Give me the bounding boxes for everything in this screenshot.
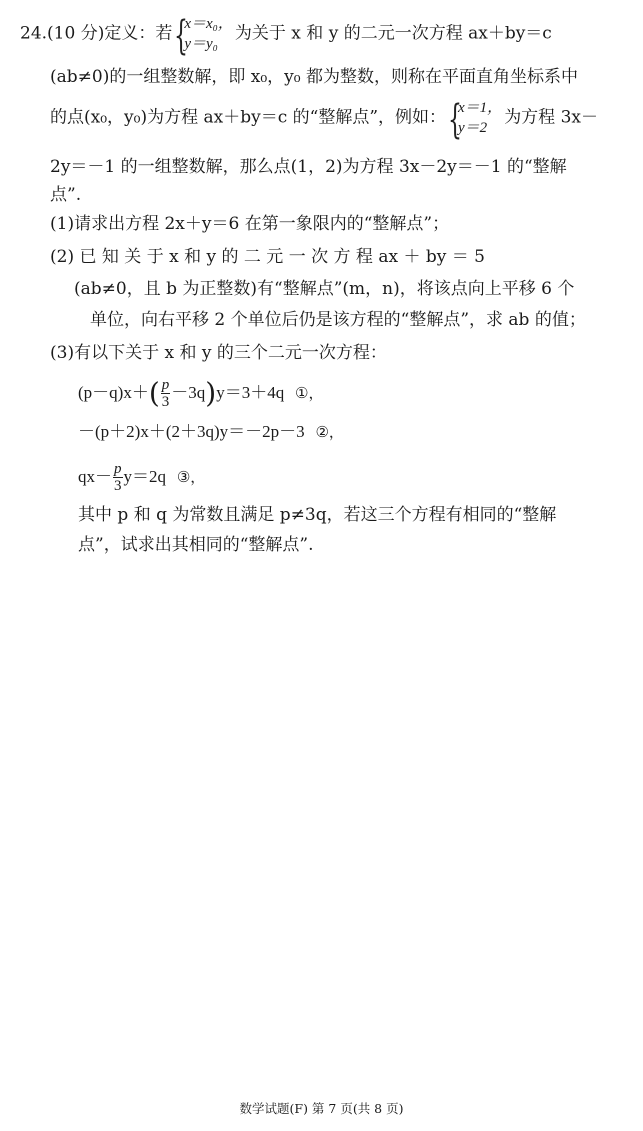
eq3-part-b: y＝2q: [123, 467, 166, 486]
system-row-2: y＝y₀: [184, 36, 218, 52]
eq3-fraction-numerator: p: [114, 461, 122, 477]
eq3-marker: ③，: [176, 468, 206, 486]
brace-icon: {: [174, 13, 189, 59]
problem-number: 24.: [20, 23, 48, 44]
problem-line-5: 点”.: [50, 185, 82, 205]
problem-line-3: [50, 97, 598, 143]
definition-label: 定义：若: [104, 23, 173, 44]
problem-line-2: (ab≠0)的一组整数解，即 x₀，y₀ 都为整数，则称在平面直角坐标系中: [50, 67, 578, 87]
eq3-fraction: [113, 461, 123, 494]
eq1-marker: ①，: [295, 384, 324, 402]
example-system: [448, 97, 503, 143]
definition-system: [174, 13, 233, 59]
eq1-part-c: y＝3＋4q: [216, 383, 285, 402]
problem-line-4: 2y＝－1 的一组整数解，那么点(1，2)为方程 3x－2y＝－1 的“整解: [50, 157, 567, 177]
equation-1: [78, 377, 323, 410]
left-paren: (: [148, 376, 160, 410]
part-2-line-3: 单位，向右平移 2 个单位后仍是该方程的“整解点”，求 ab 的值；: [90, 310, 586, 330]
example-row-2: y＝2: [458, 120, 488, 136]
part-2-line-1: (2) 已 知 关 于 x 和 y 的 二 元 一 次 方 程 ax ＋ by ＝ 5: [50, 247, 485, 267]
definition-text: 为关于 x 和 y 的二元一次方程 ax＋by＝c: [234, 23, 552, 44]
part-2-line-2: (ab≠0，且 b 为正整数)有“整解点”(m，n)，将该点向上平移 6 个: [74, 279, 575, 299]
eq1-fraction-numerator: p: [161, 377, 170, 393]
eq2-body: －(p＋2)x＋(2＋3q)y＝－2p－3: [78, 422, 305, 441]
eq1-fraction: [161, 377, 171, 410]
eq1-fraction-denominator: 3: [161, 394, 170, 410]
problem-score: (10 分): [47, 23, 105, 44]
example-row-1: x＝1，: [458, 100, 503, 116]
right-paren: ): [205, 376, 217, 410]
eq1-part-a: (p－q)x＋: [78, 383, 149, 402]
closing-line-2: 点”，试求出其相同的“整解点”.: [78, 535, 314, 555]
page-footer: 数学试题(F) 第 7 页(共 8 页): [239, 1101, 404, 1116]
eq3-fraction-denominator: 3: [114, 478, 122, 494]
eq3-part-a: qx－: [78, 467, 112, 486]
equation-3: [78, 461, 205, 494]
part-1: (1)请求出方程 2x＋y＝6 在第一象限内的“整解点”；: [50, 214, 450, 234]
problem-line-3-b: 为方程 3x－: [504, 107, 598, 128]
brace-icon: {: [448, 97, 463, 143]
system-row-1: x＝x₀，: [184, 16, 233, 32]
eq2-marker: ②，: [315, 423, 344, 441]
closing-line-1: 其中 p 和 q 为常数且满足 p≠3q，若这三个方程有相同的“整解: [78, 505, 557, 525]
eq1-part-b: －3q: [171, 383, 206, 402]
equation-2: [78, 421, 344, 443]
part-3: (3)有以下关于 x 和 y 的三个二元一次方程：: [50, 343, 387, 363]
problem-header-line: [20, 13, 552, 59]
problem-line-3-a: 的点(x₀，y₀)为方程 ax＋by＝c 的“整解点”，例如：: [50, 107, 447, 128]
